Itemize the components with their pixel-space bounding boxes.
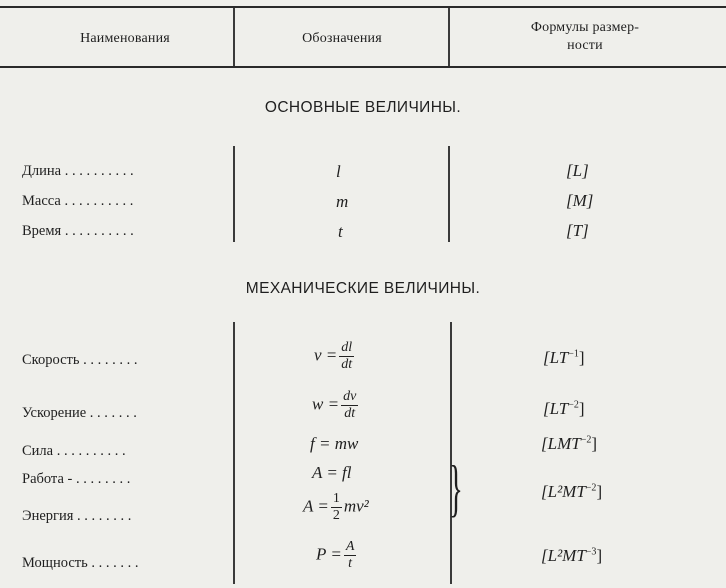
header-dimensions-line1: Формулы размер-	[530, 20, 640, 35]
row-dim-length: [L]	[566, 161, 589, 180]
row-dim-force	[541, 434, 597, 454]
formula-lhs: A =	[303, 496, 329, 516]
basic-divider-1	[233, 146, 235, 242]
row-formula-acceleration	[312, 390, 360, 421]
right-brace: }	[449, 452, 463, 523]
row-name-force: Сила . . . . . . . . . .	[22, 443, 126, 459]
dim-base: [LT	[543, 348, 569, 367]
fraction-denominator: dt	[344, 406, 356, 421]
basic-divider-2	[448, 146, 450, 242]
formula-rhs: mv²	[343, 496, 369, 516]
dim-close: ]	[596, 482, 603, 501]
dim-base: [LMT	[541, 434, 581, 453]
fraction-numerator: dv	[343, 389, 357, 404]
dim-exponent: −3	[585, 546, 597, 558]
row-dim-mass: [M]	[566, 191, 594, 210]
row-dim-power	[541, 546, 602, 566]
dim-close: ]	[591, 434, 597, 453]
fraction-denominator: dt	[341, 357, 353, 372]
formula-lhs: v =	[314, 345, 338, 365]
row-dim-work-energy	[541, 482, 602, 502]
row-name-velocity: Скорость . . . . . . . .	[22, 352, 138, 368]
mech-divider-1	[233, 322, 235, 584]
row-dim-acceleration	[543, 399, 585, 419]
fraction	[339, 341, 354, 372]
row-name-energy: Энергия . . . . . . . .	[22, 508, 132, 524]
dim-base: [L²MT	[541, 546, 586, 565]
fraction-numerator: dl	[341, 340, 353, 355]
dim-close: ]	[578, 348, 585, 367]
dim-exponent: −2	[580, 434, 592, 446]
dim-exponent: −1	[568, 348, 579, 360]
row-symbol-time: t	[338, 222, 343, 241]
formula-lhs: w =	[312, 394, 340, 414]
header-divider-1	[233, 8, 235, 66]
row-dim-velocity	[543, 348, 585, 368]
row-name-work: Работа - . . . . . . . .	[22, 471, 131, 487]
row-formula-power	[316, 540, 358, 571]
fraction-denominator: 2	[332, 508, 340, 523]
header-names: Наименования	[80, 31, 170, 46]
row-formula-work: A = fl	[312, 463, 352, 482]
row-name-mass: Масса . . . . . . . . . .	[22, 193, 134, 209]
header-divider-2	[448, 8, 450, 66]
dim-base: [L²MT	[541, 482, 586, 501]
fraction-denominator: t	[348, 556, 353, 571]
fraction-numerator: 1	[332, 491, 340, 506]
fraction-numerator: A	[345, 539, 355, 554]
fraction	[331, 492, 342, 523]
row-symbol-mass: m	[336, 192, 349, 211]
row-formula-velocity	[314, 341, 356, 372]
row-formula-force: f = mw	[310, 434, 359, 453]
row-name-acceleration: Ускорение . . . . . . .	[22, 405, 137, 421]
dim-exponent: −2	[585, 482, 597, 494]
section-title-mechanical: МЕХАНИЧЕСКИЕ ВЕЛИЧИНЫ.	[245, 280, 481, 297]
row-name-power: Мощность . . . . . . .	[22, 555, 139, 571]
fraction	[341, 390, 358, 421]
top-rule	[0, 6, 726, 8]
row-symbol-length: l	[336, 162, 341, 181]
dim-close: ]	[596, 546, 603, 565]
fraction	[344, 540, 357, 571]
dim-exponent: −2	[568, 399, 579, 411]
row-formula-energy	[303, 492, 369, 523]
header-rule	[0, 66, 726, 68]
row-dim-time: [T]	[566, 221, 589, 240]
row-name-length: Длина . . . . . . . . . .	[22, 163, 134, 179]
header-symbols: Обозначения	[302, 31, 382, 46]
row-name-time: Время . . . . . . . . . .	[22, 223, 134, 239]
dim-close: ]	[578, 399, 585, 418]
header-dimensions-line2: ности	[567, 38, 603, 53]
dim-base: [LT	[543, 399, 569, 418]
formula-lhs: P =	[316, 544, 342, 564]
section-title-basic: ОСНОВНЫЕ ВЕЛИЧИНЫ.	[264, 99, 462, 116]
